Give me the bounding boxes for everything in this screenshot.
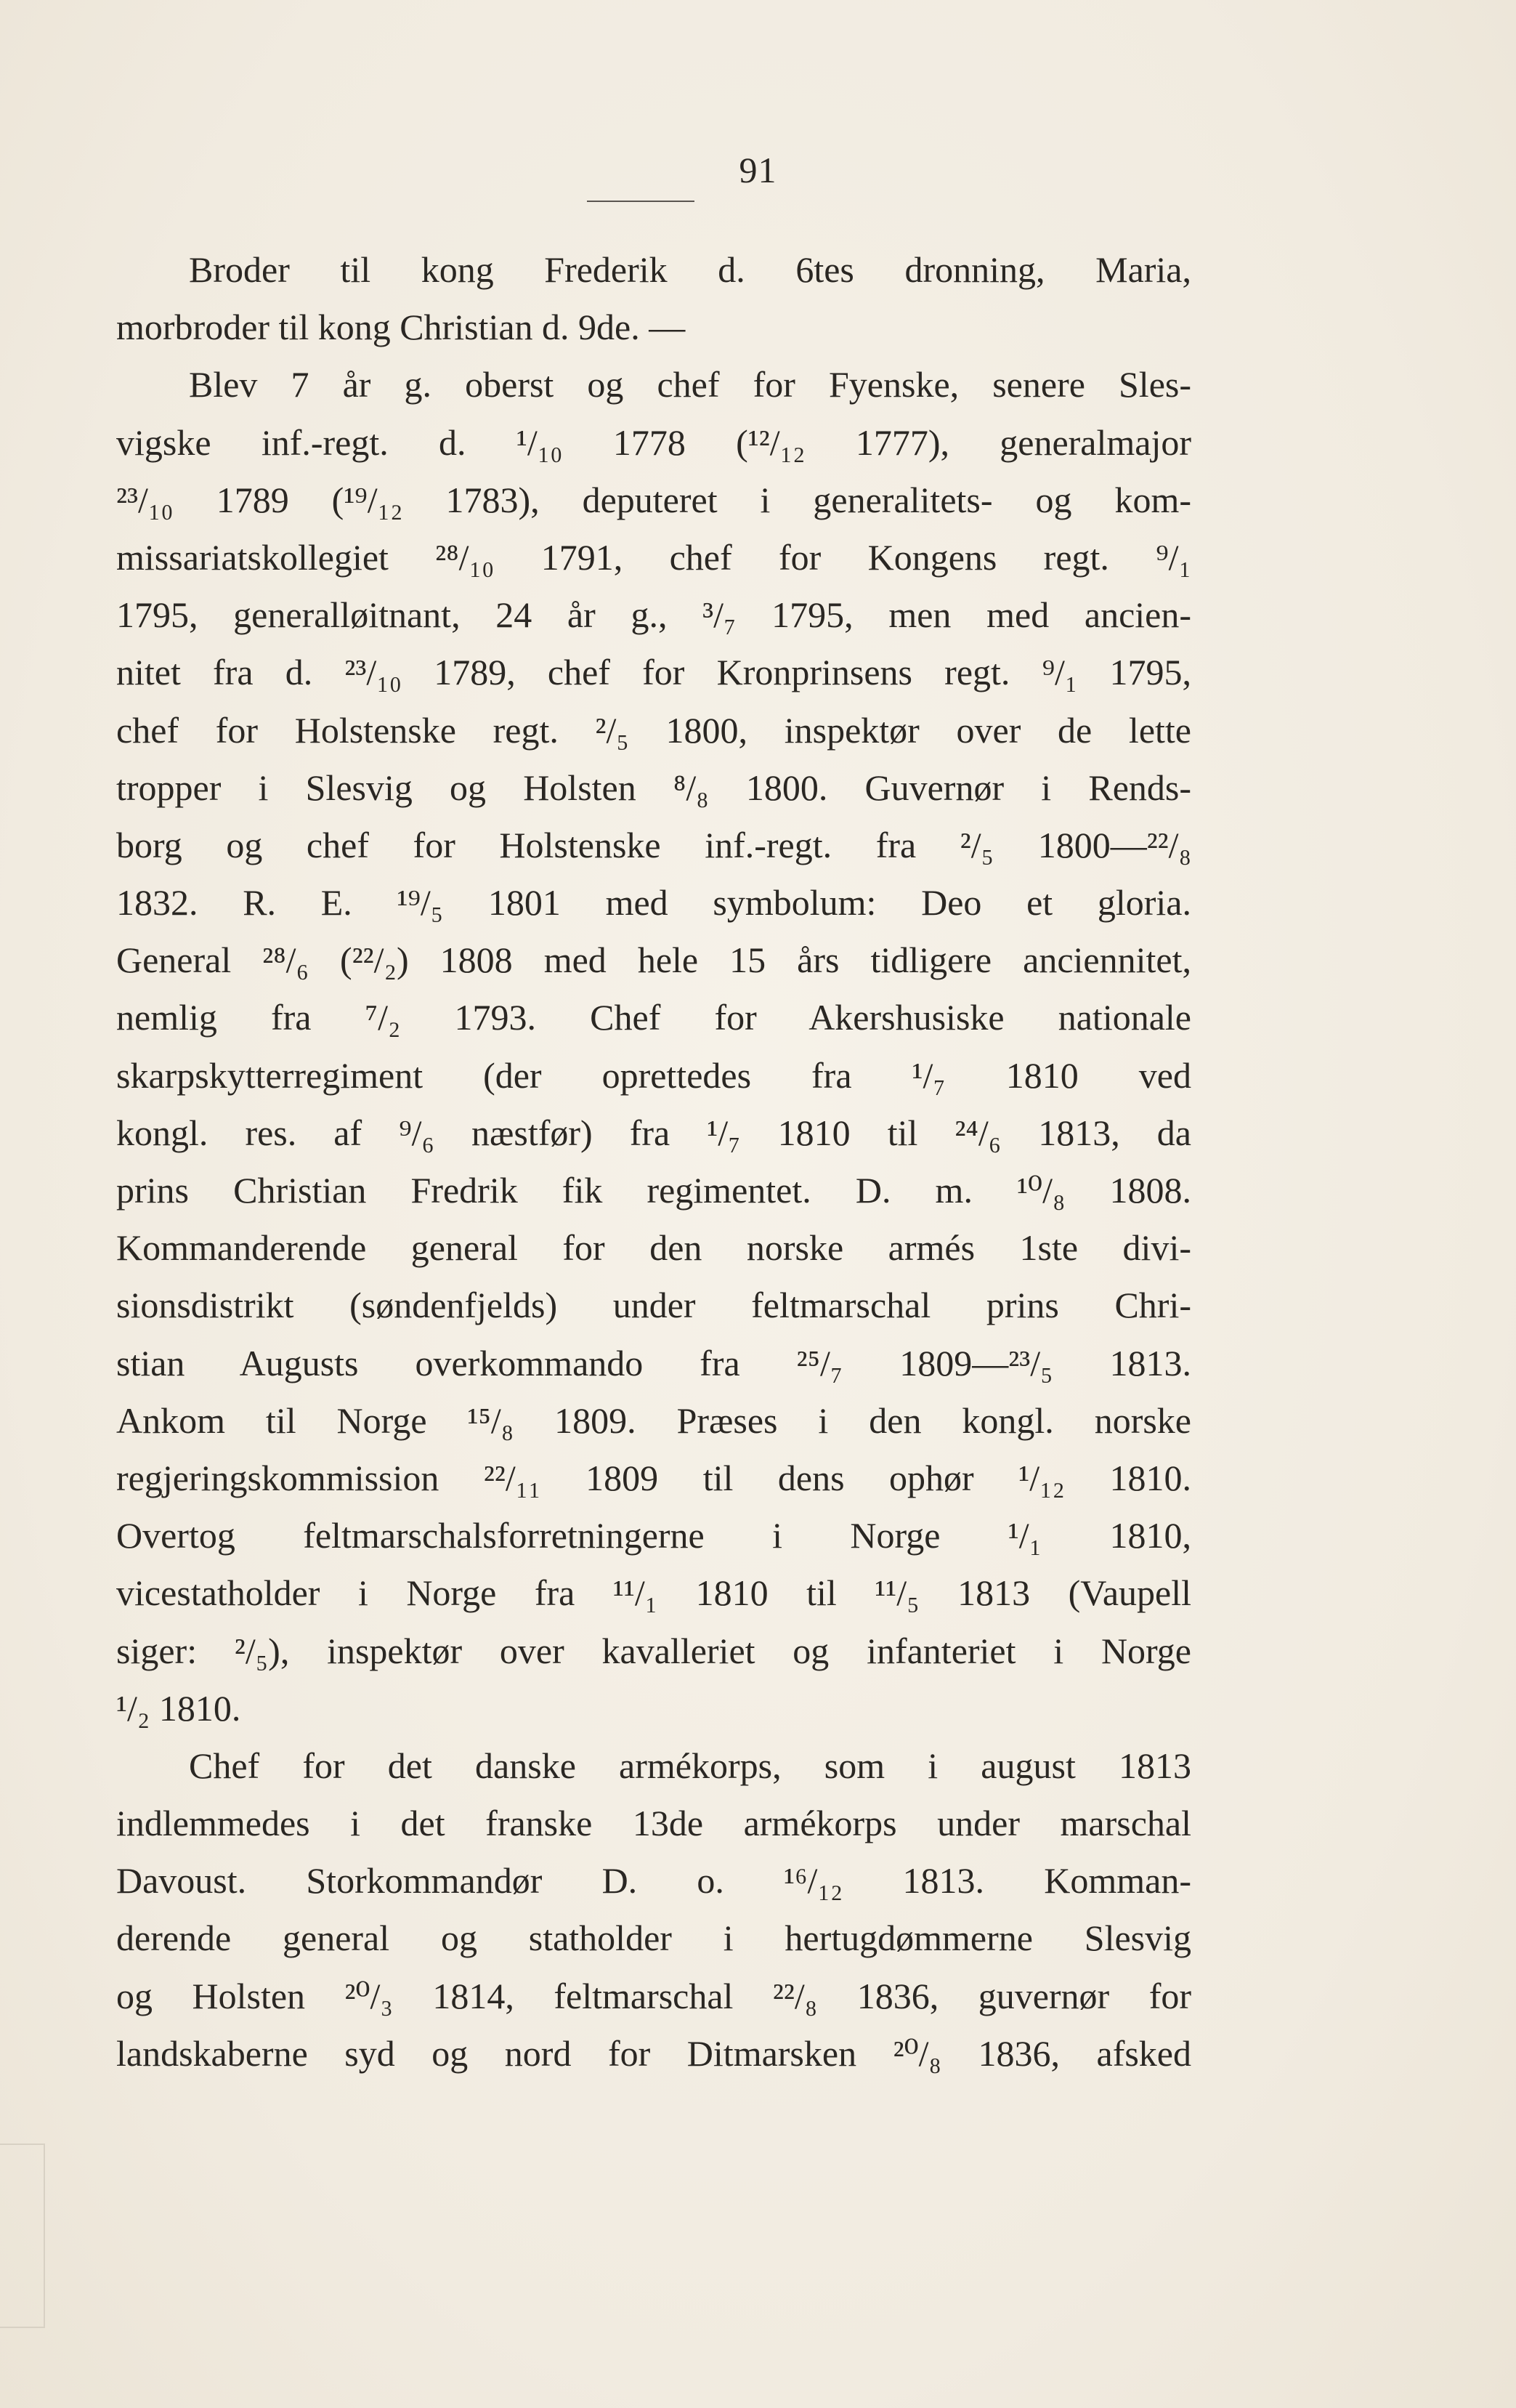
text-line: stian Augusts overkommando fra ²⁵/₇ 1809—²³/₅ 1813. — [116, 1342, 1191, 1383]
text-line: General ²⁸/₆ (²²/₂) 1808 med hele 15 års tidligere anciennitet, — [116, 940, 1191, 981]
text-line: morbroder til kong Christian d. 9de. — — [116, 307, 686, 348]
text-line: Broder til kong Frederik d. 6tes dronning, Maria, — [189, 249, 1191, 290]
text-line: vigske inf.-regt. d. ¹/₁₀ 1778 (¹²/₁₂ 1777), generalmajor — [116, 421, 1191, 463]
text-line: siger: ²/₅), inspektør over kavalleriet og infanteriet i Norge — [116, 1630, 1191, 1671]
text-line: derende general og statholder i hertugdømmerne Slesvig — [116, 1918, 1191, 1959]
text-line: chef for Holstenske regt. ²/₅ 1800, inspektør over de lette — [116, 709, 1191, 751]
text-line: borg og chef for Holstenske inf.-regt. fra ²/₅ 1800—²²/₈ — [116, 824, 1191, 865]
text-line: ²³/₁₀ 1789 (¹⁹/₁₂ 1783), deputeret i generalitets- og kom- — [116, 479, 1191, 520]
text-line: ¹/₂ 1810. — [116, 1687, 241, 1729]
text-line: Kommanderende general for den norske armés 1ste divi- — [116, 1227, 1191, 1269]
text-line: sionsdistrikt (søndenfjelds) under feltmarschal prins Chri- — [116, 1285, 1191, 1326]
text-line: prins Christian Fredrik fik regimentet. D. m. ¹⁰/₈ 1808. — [116, 1170, 1191, 1211]
text-line: indlemmedes i det franske 13de armékorps under marschal — [116, 1803, 1191, 1844]
text-line: missariatskollegiet ²⁸/₁₀ 1791, chef for Kongens regt. ⁹/₁ — [116, 536, 1191, 578]
text-line: vicestatholder i Norge fra ¹¹/₁ 1810 til ¹¹/₅ 1813 (Vaupell — [116, 1572, 1191, 1614]
page-number: 91 — [739, 150, 777, 190]
text-line: Overtog feltmarschalsforretningerne i Norge ¹/₁ 1810, — [116, 1515, 1191, 1556]
text-line: 1795, generalløitnant, 24 år g., ³/₇ 1795, men med ancien- — [116, 594, 1191, 636]
text-line: landskaberne syd og nord for Ditmarsken ²⁰/₈ 1836, afsked — [116, 2032, 1191, 2074]
text-line: kongl. res. af ⁹/₆ næstfør) fra ¹/₇ 1810 til ²⁴/₆ 1813, da — [116, 1112, 1191, 1153]
text-line: regjeringskommission ²²/₁₁ 1809 til dens ophør ¹/₁₂ 1810. — [116, 1457, 1191, 1498]
text-line: og Holsten ²⁰/₃ 1814, feltmarschal ²²/₈ 1836, guvernør for — [116, 1975, 1191, 2016]
text-line: nitet fra d. ²³/₁₀ 1789, chef for Kronprinsens regt. ⁹/₁ 1795, — [116, 652, 1191, 693]
text-line: Ankom til Norge ¹⁵/₈ 1809. Præses i den kongl. norske — [116, 1399, 1191, 1441]
text-line: Blev 7 år g. oberst og chef for Fyenske, senere Sles- — [189, 364, 1191, 405]
text-line: 1832. R. E. ¹⁹/₅ 1801 med symbolum: Deo et gloria. — [116, 882, 1191, 924]
text-line: Chef for det danske armékorps, som i august 1813 — [189, 1745, 1191, 1786]
text-line: skarpskytterregiment (der oprettedes fra ¹/₇ 1810 ved — [116, 1054, 1191, 1096]
text-line: Davoust. Storkommandør D. o. ¹⁶/₁₂ 1813. Komman- — [116, 1860, 1191, 1902]
text-line: tropper i Slesvig og Holsten ⁸/₈ 1800. Guvernør i Rends- — [116, 767, 1191, 808]
page-edge-mark — [0, 2144, 45, 2328]
text-line: nemlig fra ⁷/₂ 1793. Chef for Akershusiske nationale — [116, 997, 1191, 1038]
body-text — [116, 241, 1191, 2082]
page-number-rule — [587, 201, 694, 202]
